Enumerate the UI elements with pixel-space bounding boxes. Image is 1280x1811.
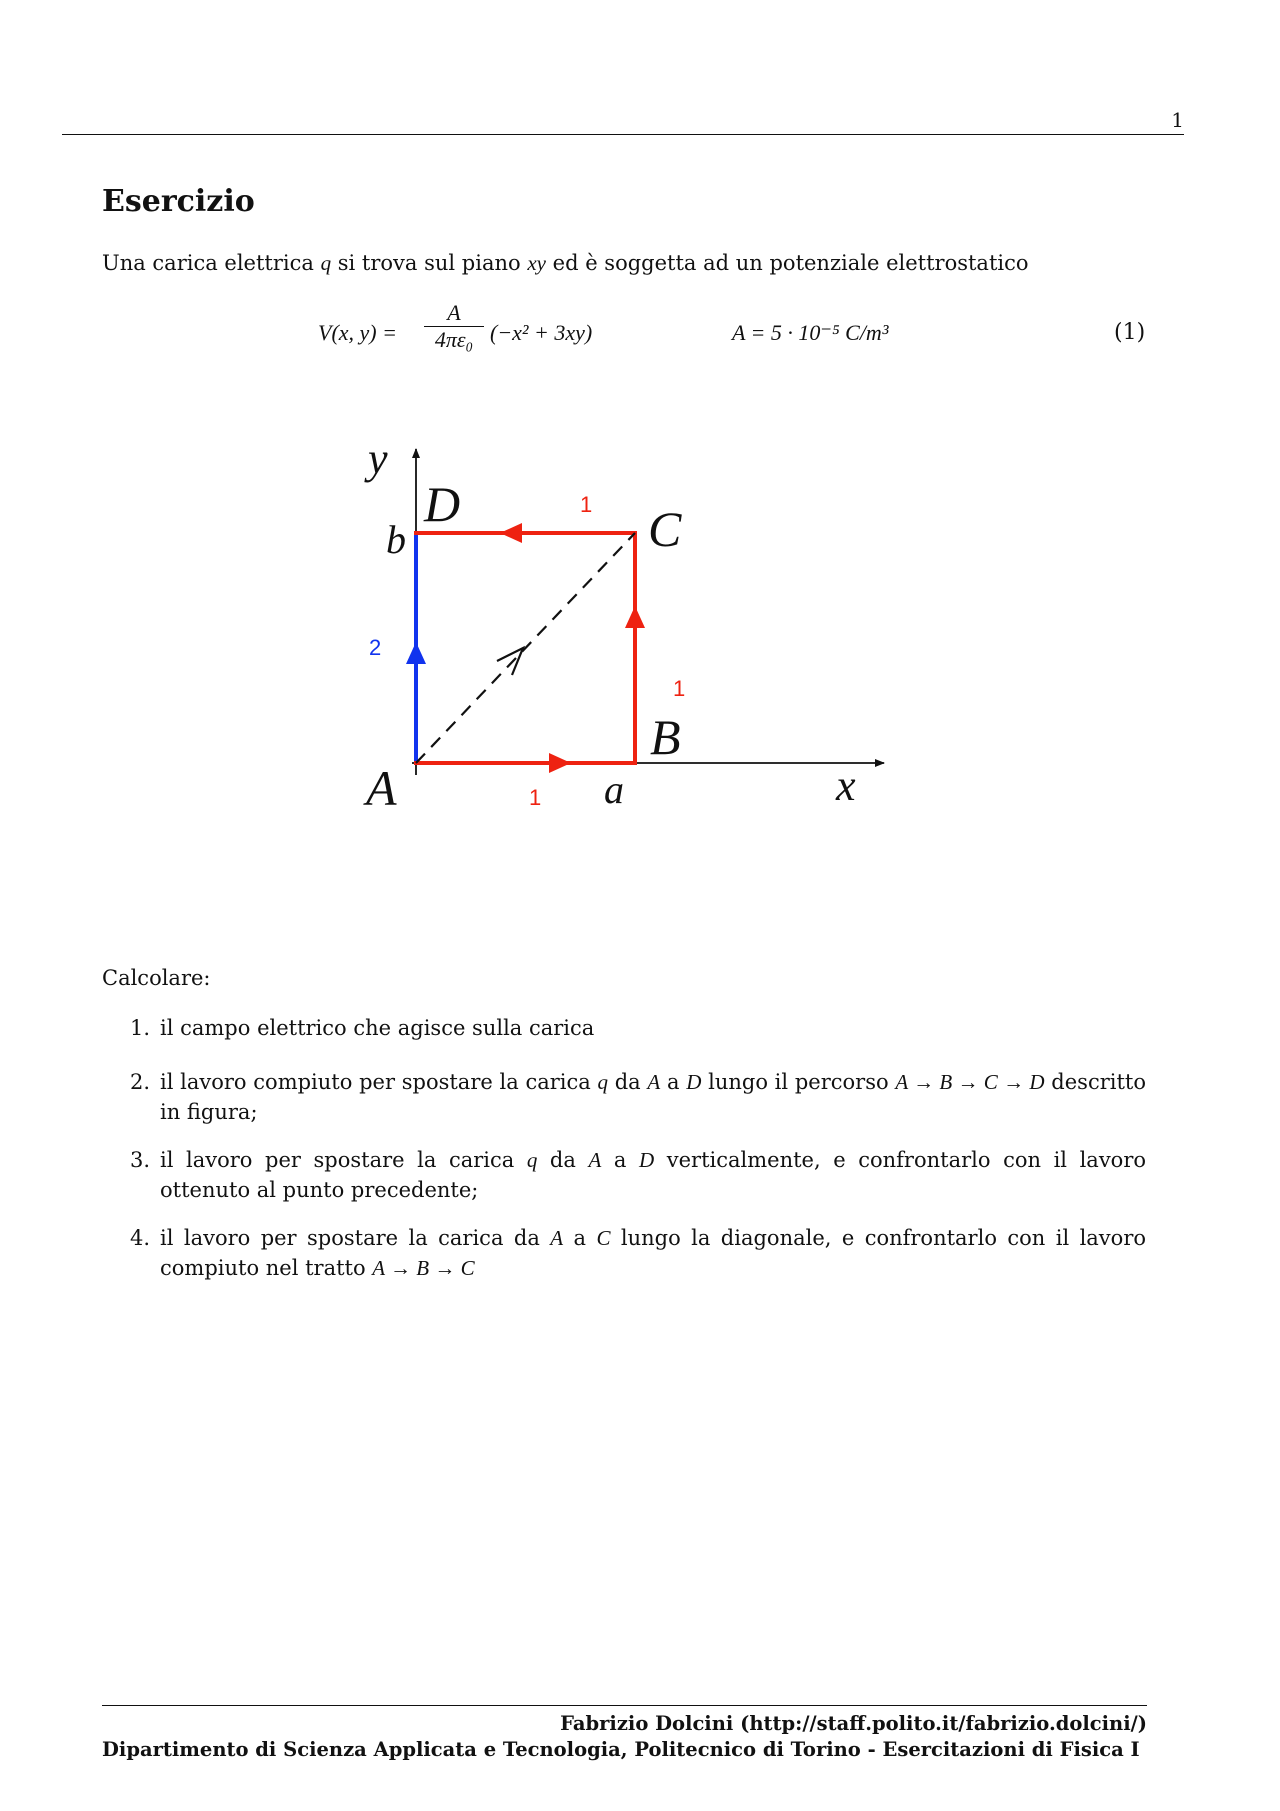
path-diagram [340, 425, 900, 935]
intro-text-2: si trova sul piano [331, 251, 528, 275]
task-number: 2. [130, 1070, 151, 1094]
fraction-numerator: A [447, 300, 461, 325]
path-1-arrow-left-icon [500, 523, 522, 543]
equation-fraction [424, 300, 484, 353]
footer-rule [102, 1705, 1147, 1706]
intro-paragraph [102, 248, 1029, 278]
path-1-arrow-up-icon [625, 606, 645, 628]
diagonal-arrow-icon [497, 648, 523, 675]
task-number: 3. [130, 1148, 151, 1172]
y-axis-label: y [368, 434, 388, 483]
equation-lhs: V(x, y) = [318, 320, 397, 345]
footer-department: Dipartimento di Scienza Applicata e Tecnologia, Politecnico di Torino - Esercitazioni di Fisica I [102, 1738, 1140, 1761]
task-item [130, 1223, 1146, 1283]
page-number: 1 [1171, 108, 1184, 132]
task-item [130, 1013, 1146, 1043]
path-1-arrow-right-icon [549, 753, 571, 773]
intro-var-xy: xy [527, 251, 546, 275]
task-text: il lavoro per spostare la carica da A a C lungo la diagonale, e confrontarlo con il lavoro compiuto nel tratto A → B → C [160, 1226, 1146, 1280]
equation-polynomial: (−x² + 3xy) [490, 320, 593, 345]
equation-number: (1) [1114, 320, 1146, 345]
path-1-label-right: 1 [673, 676, 686, 701]
section-title: Esercizio [102, 184, 255, 219]
task-number: 1. [130, 1016, 151, 1040]
footer-author: Fabrizio Dolcini (http://staff.polito.it/fabrizio.dolcini/) [560, 1712, 1147, 1735]
tick-b-label: b [386, 517, 406, 562]
task-number: 4. [130, 1226, 151, 1250]
task-text: il campo elettrico che agisce sulla carica [160, 1016, 595, 1040]
intro-text-3: ed è soggetta ad un potenziale elettrostatico [545, 251, 1029, 275]
fraction-denominator: 4πε₀ [424, 326, 484, 353]
path-2-arrow-up-icon [406, 642, 426, 664]
x-axis-label: x [836, 761, 856, 810]
point-a-label: A [366, 760, 397, 816]
point-d-label: D [424, 476, 461, 532]
equation-constant: A = 5 · 10⁻⁵ C/m³ [732, 320, 889, 345]
path-1-label-bottom: 1 [529, 785, 542, 810]
calcolare-label: Calcolare: [102, 966, 211, 990]
point-b-label: B [650, 709, 681, 765]
diagonal-path-ac [416, 533, 635, 763]
equation-1 [0, 300, 1280, 366]
path-2-label: 2 [369, 635, 382, 660]
intro-text-1: Una carica elettrica [102, 251, 321, 275]
task-text: il lavoro per spostare la carica q da A a D verticalmente, e confrontarlo con il lavoro ottenuto al punto precedente; [160, 1148, 1147, 1202]
tick-a-label: a [604, 767, 624, 812]
task-item [130, 1067, 1146, 1127]
task-item [130, 1145, 1146, 1205]
intro-var-q: q [320, 251, 332, 275]
point-c-label: C [648, 501, 682, 557]
task-text: il lavoro compiuto per spostare la carica q da A a D lungo il percorso A → B → C → D descritto in figura; [160, 1070, 1146, 1124]
path-1-label-top: 1 [580, 492, 593, 517]
header-rule [62, 134, 1184, 135]
